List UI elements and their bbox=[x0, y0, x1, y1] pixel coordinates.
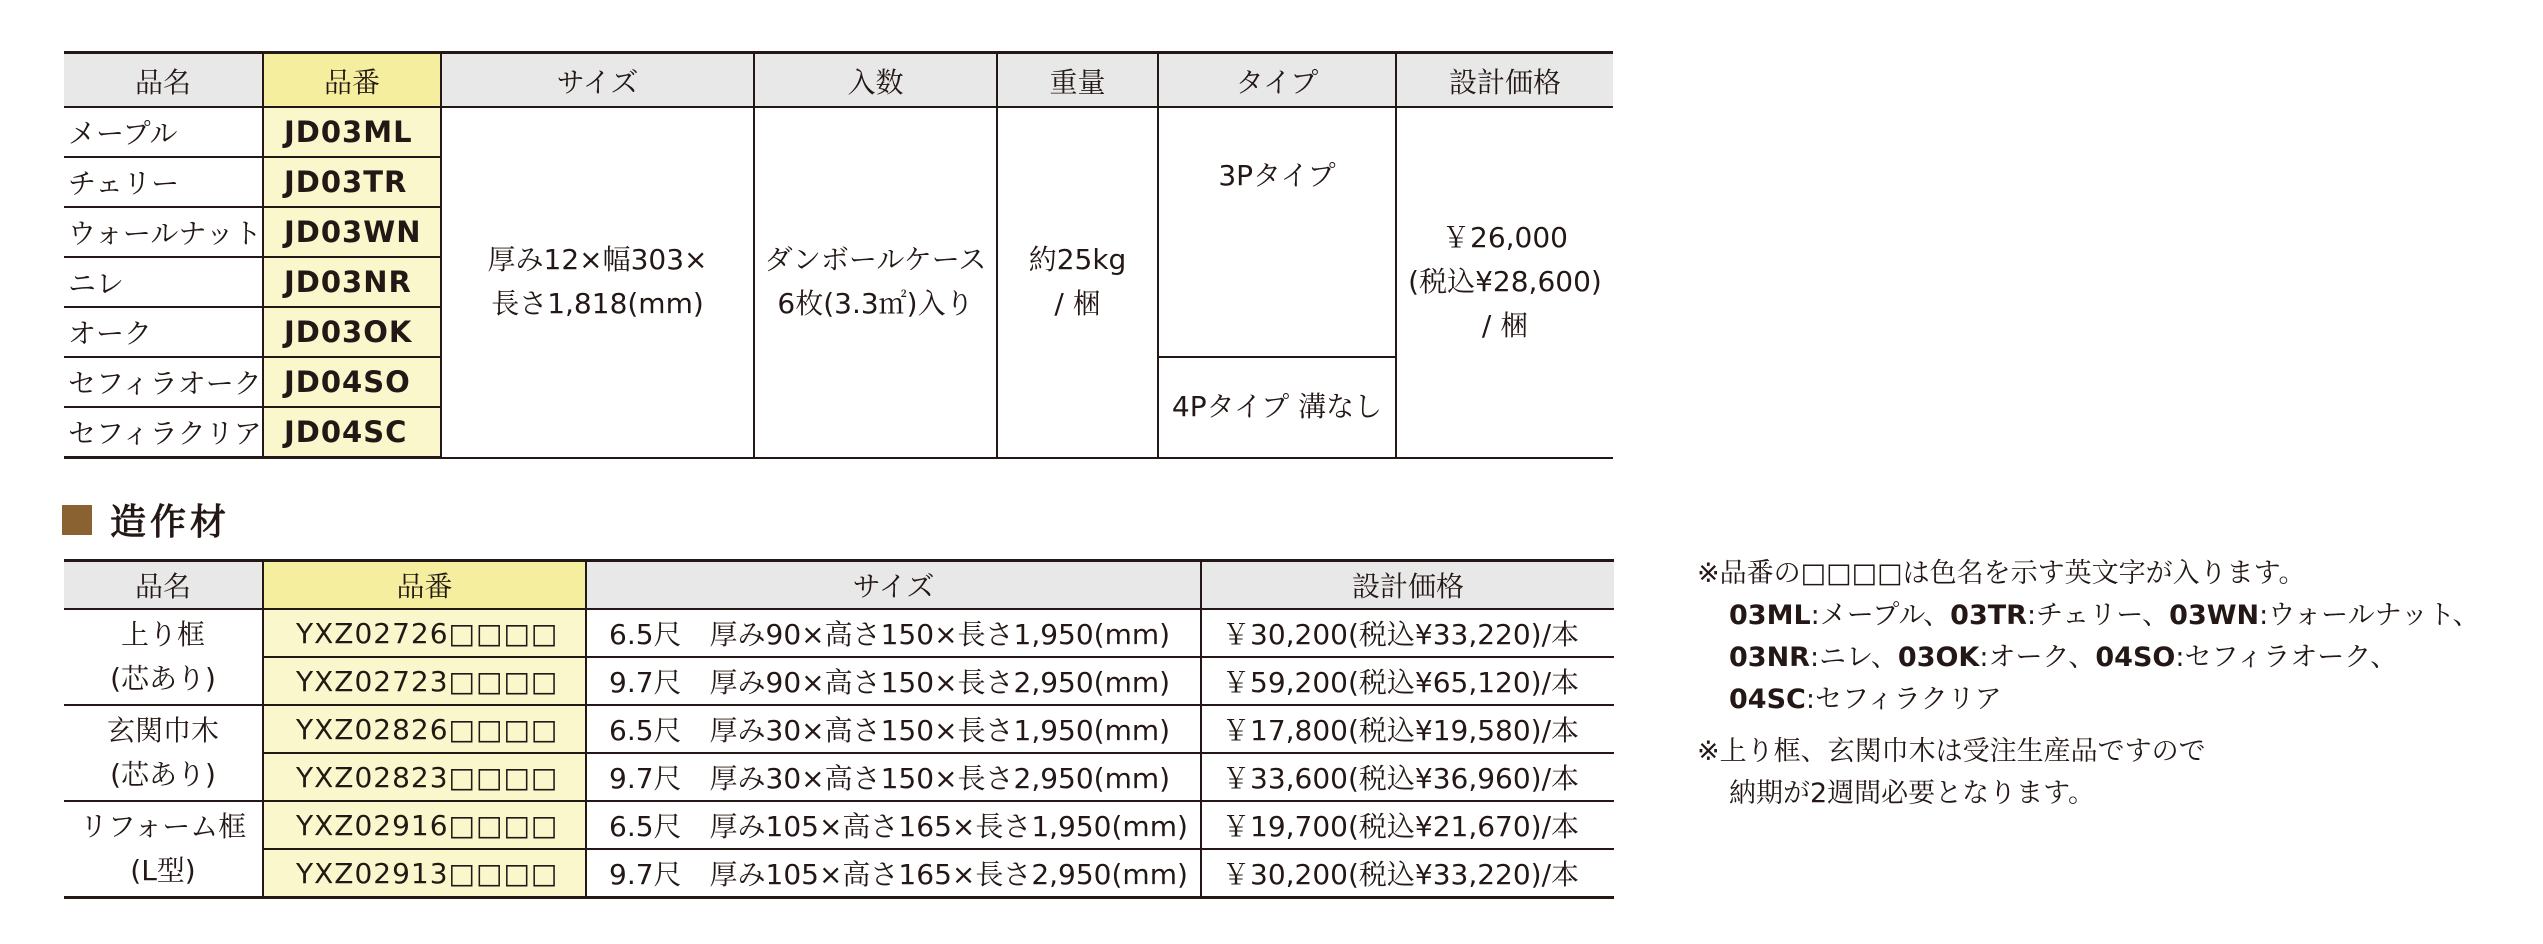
color-name: :チェリー、 bbox=[2026, 600, 2170, 631]
flooring-product-table bbox=[64, 51, 1613, 459]
color-code: 03WN bbox=[2169, 600, 2260, 631]
header-product-code: 品番 bbox=[263, 53, 441, 108]
product-code-cell: JD03ML bbox=[263, 107, 441, 157]
size-cell: 9.7尺 厚み105×高さ165×長さ2,950(mm) bbox=[586, 849, 1201, 898]
section-square-icon bbox=[62, 505, 92, 535]
product-name-line: リフォーム框 bbox=[79, 810, 247, 843]
color-code: 03OK bbox=[1897, 642, 1980, 673]
product-code-cell: JD03NR bbox=[263, 257, 441, 307]
product-code-cell: YXZ02723□□□□ bbox=[263, 657, 586, 705]
weight-line: 約25kg bbox=[1028, 243, 1127, 277]
header-weight: 重量 bbox=[997, 53, 1158, 108]
product-code-cell: YXZ02913□□□□ bbox=[263, 849, 586, 898]
product-name-cell: チェリー bbox=[64, 157, 263, 207]
size-cell: 9.7尺 厚み90×高さ150×長さ2,950(mm) bbox=[586, 657, 1201, 705]
product-code-cell: YXZ02726□□□□ bbox=[263, 609, 586, 657]
molding-product-table bbox=[64, 559, 1614, 899]
header-design-price: 設計価格 bbox=[1201, 561, 1614, 610]
product-name-cell: オーク bbox=[64, 307, 263, 357]
quantity-cell bbox=[754, 107, 997, 458]
weight-cell bbox=[997, 107, 1158, 458]
table-row bbox=[64, 609, 1614, 657]
table-header-row bbox=[64, 561, 1614, 610]
quantity-line: ダンボールケース bbox=[764, 243, 987, 277]
header-size: サイズ bbox=[586, 561, 1201, 610]
note-line: ※品番の□□□□は色名を示す英文字が入ります。 bbox=[1697, 558, 2306, 589]
product-code-cell: YXZ02826□□□□ bbox=[263, 705, 586, 753]
product-code-cell: YXZ02916□□□□ bbox=[263, 801, 586, 849]
note-color-codes-line bbox=[1697, 595, 2480, 637]
design-price-cell bbox=[1396, 107, 1613, 458]
price-line: / 梱 bbox=[1481, 309, 1529, 343]
color-code: 03ML bbox=[1729, 600, 1811, 631]
header-product-name: 品名 bbox=[64, 561, 263, 610]
product-code-cell: JD03WN bbox=[263, 207, 441, 257]
product-name-line: (芯あり) bbox=[110, 662, 216, 695]
color-name: :ニレ、 bbox=[1809, 642, 1898, 673]
product-name-line: (芯あり) bbox=[110, 758, 216, 791]
color-code: 03NR bbox=[1729, 642, 1810, 673]
note-color-codes-line bbox=[1697, 637, 2480, 679]
product-name-cell: セフィラクリア bbox=[64, 407, 263, 458]
size-cell: 6.5尺 厚み30×高さ150×長さ1,950(mm) bbox=[586, 705, 1201, 753]
product-code-cell: JD03TR bbox=[263, 157, 441, 207]
size-cell bbox=[441, 107, 754, 458]
section-title: 造作材 bbox=[110, 502, 231, 543]
note-color-codes-line bbox=[1697, 679, 2480, 721]
price-cell: ￥59,200(税込¥65,120)/本 bbox=[1201, 657, 1614, 705]
header-quantity: 入数 bbox=[754, 53, 997, 108]
header-product-code: 品番 bbox=[263, 561, 586, 610]
table-row bbox=[64, 801, 1614, 849]
table-row bbox=[64, 753, 1614, 801]
color-name: :オーク、 bbox=[1979, 642, 2096, 673]
product-name-cell: セフィラオーク bbox=[64, 357, 263, 407]
table-row bbox=[64, 849, 1614, 898]
header-product-name: 品名 bbox=[64, 53, 263, 108]
size-cell: 6.5尺 厚み105×高さ165×長さ1,950(mm) bbox=[586, 801, 1201, 849]
product-code-cell: JD04SC bbox=[263, 407, 441, 458]
type-3p-cell: 3Pタイプ bbox=[1158, 107, 1396, 357]
header-type: タイプ bbox=[1158, 53, 1396, 108]
product-code-cell: JD04SO bbox=[263, 357, 441, 407]
notes-block bbox=[1697, 553, 2480, 815]
type-4p-cell: 4Pタイプ 溝なし bbox=[1158, 357, 1396, 458]
color-name: :セフィラクリア bbox=[1805, 684, 2002, 715]
price-cell: ￥17,800(税込¥19,580)/本 bbox=[1201, 705, 1614, 753]
product-code-cell: JD03OK bbox=[263, 307, 441, 357]
note-line: 納期が2週間必要となります。 bbox=[1729, 778, 2096, 809]
price-cell: ￥33,600(税込¥36,960)/本 bbox=[1201, 753, 1614, 801]
color-code: 04SC bbox=[1729, 684, 1806, 715]
table-row bbox=[64, 107, 1613, 157]
size-line: 厚み12×幅303× bbox=[487, 243, 708, 277]
product-code-cell: YXZ02823□□□□ bbox=[263, 753, 586, 801]
size-line: 長さ1,818(mm) bbox=[491, 287, 704, 321]
product-name-line: 玄関巾木 bbox=[106, 714, 219, 747]
product-name-cell: メープル bbox=[64, 107, 263, 157]
price-cell: ￥30,200(税込¥33,220)/本 bbox=[1201, 849, 1614, 898]
product-name-cell bbox=[64, 609, 263, 705]
section-header bbox=[62, 494, 230, 545]
color-name: :ウォールナット、 bbox=[2259, 600, 2480, 631]
size-cell: 6.5尺 厚み90×高さ150×長さ1,950(mm) bbox=[586, 609, 1201, 657]
product-name-cell: ウォールナット bbox=[64, 207, 263, 257]
product-name-cell: ニレ bbox=[64, 257, 263, 307]
note-line: ※上り框、玄関巾木は受注生産品ですので bbox=[1697, 736, 2206, 767]
price-line: ￥26,000 bbox=[1442, 221, 1568, 255]
price-line: (税込¥28,600) bbox=[1408, 265, 1602, 299]
color-code: 04SO bbox=[2095, 642, 2176, 673]
weight-line: / 梱 bbox=[1054, 287, 1101, 321]
product-name-cell bbox=[64, 705, 263, 801]
color-name: :メープル、 bbox=[1810, 600, 1951, 631]
price-cell: ￥30,200(税込¥33,220)/本 bbox=[1201, 609, 1614, 657]
header-design-price: 設計価格 bbox=[1396, 53, 1613, 108]
table-header-row bbox=[64, 53, 1613, 108]
product-name-line: (L型) bbox=[130, 854, 196, 887]
product-name-line: 上り框 bbox=[120, 618, 205, 651]
product-name-cell bbox=[64, 801, 263, 898]
color-code: 03TR bbox=[1950, 600, 2027, 631]
header-size: サイズ bbox=[441, 53, 754, 108]
quantity-line: 6枚(3.3㎡)入り bbox=[777, 287, 974, 321]
color-name: :セフィラオーク、 bbox=[2175, 642, 2398, 673]
table-row bbox=[64, 705, 1614, 753]
size-cell: 9.7尺 厚み30×高さ150×長さ2,950(mm) bbox=[586, 753, 1201, 801]
price-cell: ￥19,700(税込¥21,670)/本 bbox=[1201, 801, 1614, 849]
table-row bbox=[64, 657, 1614, 705]
